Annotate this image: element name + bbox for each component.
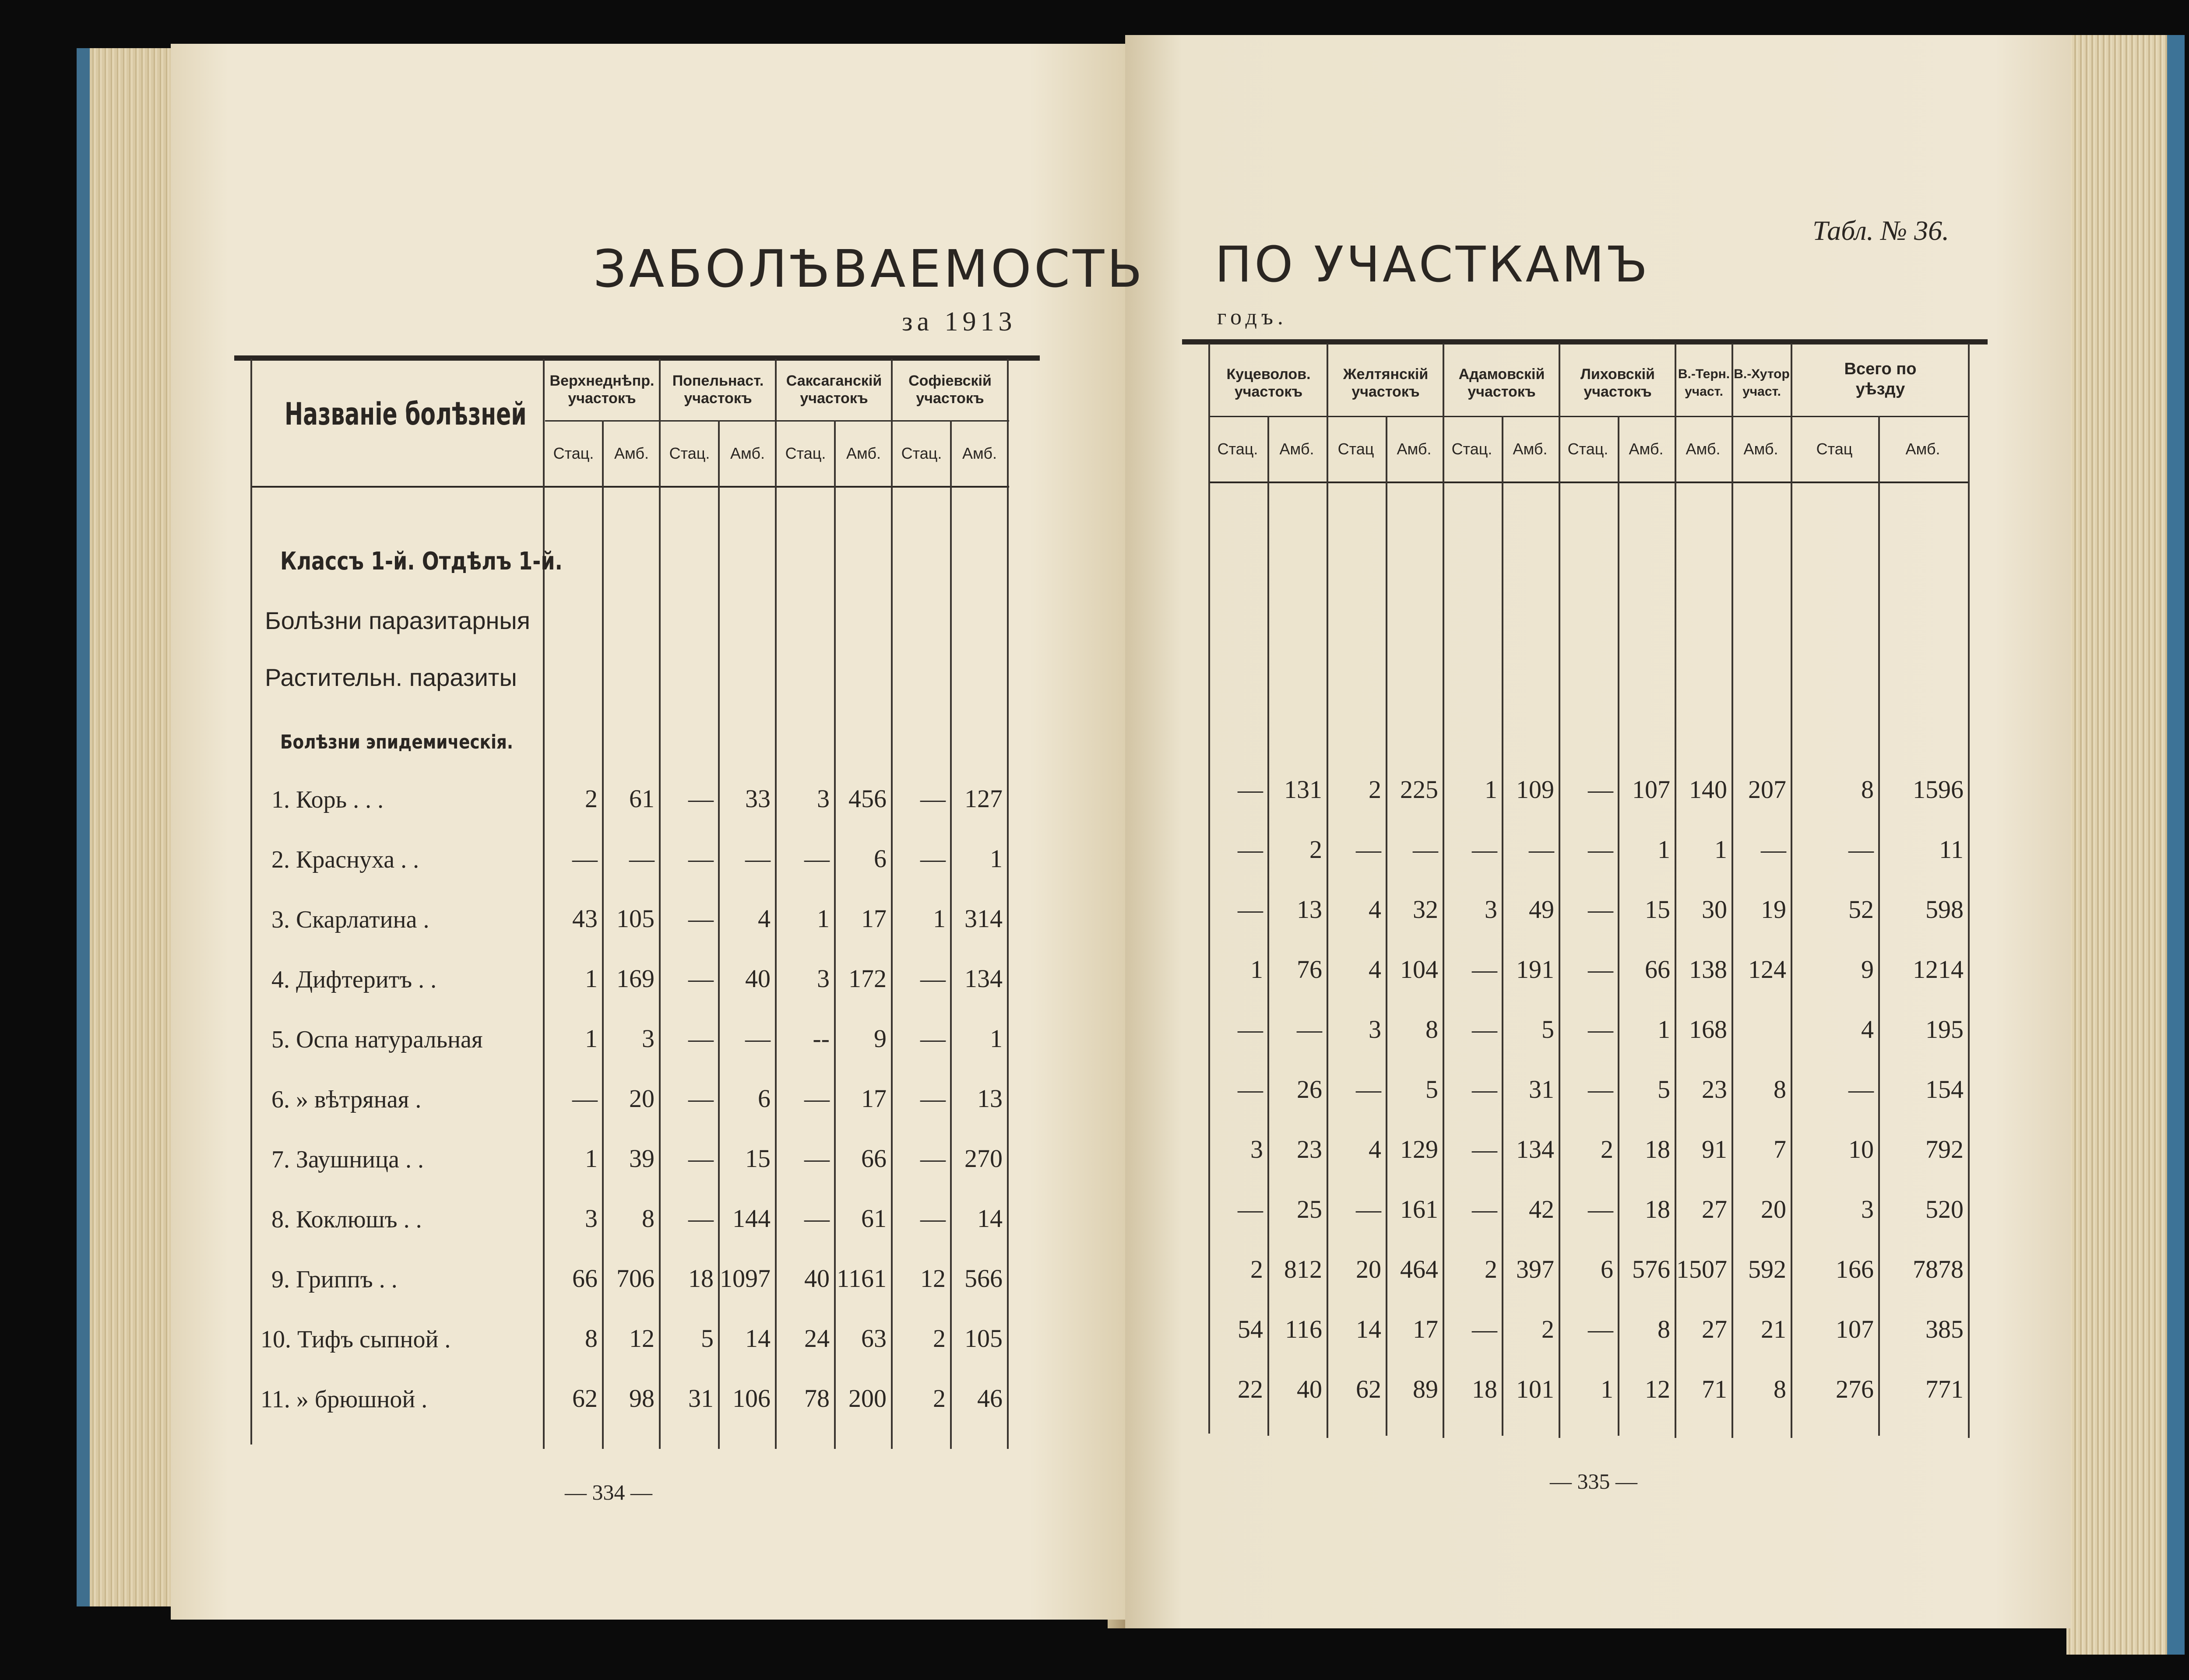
table-cell: 20	[629, 1084, 655, 1113]
table-cell: 2	[1250, 1255, 1263, 1283]
table-cell: 8	[1861, 775, 1874, 804]
table-cell: 18	[1645, 1195, 1670, 1223]
subheader-rule	[545, 420, 1009, 422]
table-cell: 1	[585, 1144, 598, 1173]
column-subheader: Амб.	[846, 444, 881, 462]
table-cell: 43	[572, 904, 598, 933]
page-title-continued: ПО УЧАСТКАМЪ	[1215, 236, 1651, 293]
table-cell: —	[1761, 835, 1786, 864]
district-header: В.-Хутор участ.	[1734, 367, 1790, 399]
table-cell: —	[688, 1084, 714, 1113]
disease-name: 9. Гриппъ . .	[271, 1266, 398, 1293]
table-cell: 4	[758, 904, 771, 933]
table-border-left	[250, 359, 252, 1445]
table-cell: 52	[1848, 895, 1874, 924]
table-cell: 1161	[837, 1264, 887, 1293]
table-cell: 1	[990, 1024, 1003, 1053]
table-cell: 1	[1601, 1375, 1613, 1403]
table-cell: 3	[1485, 895, 1497, 924]
table-cell: 134	[964, 964, 1003, 993]
table-cell: 46	[977, 1384, 1003, 1413]
table-cell: —	[688, 844, 714, 873]
table-cell: 105	[964, 1324, 1003, 1353]
column-subheader: Амб.	[1905, 440, 1940, 458]
table-cell: 106	[732, 1384, 771, 1413]
disease-name: 3. Скарлатина .	[271, 906, 429, 933]
table-cell: 8	[1425, 1015, 1438, 1044]
table-cell: 107	[1632, 775, 1670, 804]
table-cell: 7878	[1913, 1255, 1964, 1283]
table-cell: 89	[1413, 1375, 1438, 1403]
column-subheader: Амб.	[614, 444, 649, 462]
table-cell: 812	[1284, 1255, 1322, 1283]
table-cell: —	[629, 844, 655, 873]
table-cell: 63	[861, 1324, 887, 1353]
table-cell: 109	[1516, 775, 1554, 804]
table-cell: 13	[1297, 895, 1322, 924]
table-cell: 3	[1250, 1135, 1263, 1163]
table-cell: 61	[629, 784, 655, 813]
table-cell: 14	[1356, 1315, 1381, 1343]
section-heading: Болѣзни эпидемическія.	[280, 731, 514, 753]
table-cell: 5	[1658, 1075, 1670, 1104]
table-cell: 3	[585, 1204, 598, 1233]
table-cell: 1	[1250, 955, 1263, 984]
table-cell: 8	[585, 1324, 598, 1353]
table-cell: 91	[1702, 1135, 1727, 1163]
table-cell: 225	[1400, 775, 1438, 804]
column-subheader: Амб.	[1279, 440, 1314, 458]
table-cell: —	[1238, 1015, 1263, 1044]
table-cell: 17	[861, 1084, 887, 1113]
table-cell: —	[1238, 1195, 1263, 1223]
table-cell: 66	[861, 1144, 887, 1173]
district-header: Адамовскій участокъ	[1458, 366, 1545, 400]
table-cell: 27	[1702, 1315, 1727, 1343]
table-cell: 314	[964, 904, 1003, 933]
table-cell: —	[1588, 835, 1613, 864]
column-subheader: Амб.	[1743, 440, 1778, 458]
column-subheader: Стац	[1816, 440, 1853, 458]
district-header: Саксаганскій участокъ	[786, 373, 882, 407]
table-cell: 66	[1645, 955, 1670, 984]
table-cell: 168	[1689, 1015, 1727, 1044]
page-number: — 334 —	[565, 1480, 652, 1504]
column-subheader: Амб.	[962, 444, 997, 462]
table-cell: —	[688, 1204, 714, 1233]
section-heading: Болѣзни паразитарныя	[265, 607, 530, 634]
table-cell: —	[920, 964, 946, 993]
table-cell: —	[1472, 835, 1497, 864]
district-header: Софіевскій участокъ	[908, 373, 992, 407]
table-cell: —	[572, 844, 598, 873]
table-number: Табл. № 36.	[1812, 215, 1950, 246]
column-divider	[718, 420, 720, 1449]
table-cell: 1	[1658, 835, 1670, 864]
column-subheader: Стац.	[553, 444, 594, 462]
table-cell: 397	[1516, 1255, 1554, 1283]
table-cell: 62	[572, 1384, 598, 1413]
table-cell: 20	[1356, 1255, 1381, 1283]
table-cell: 2	[1309, 835, 1322, 864]
table-cell: 520	[1925, 1195, 1964, 1223]
table-cell: 1	[1714, 835, 1727, 864]
table-cell: 39	[629, 1144, 655, 1173]
table-cell: —	[804, 1144, 830, 1173]
top-rule	[1182, 339, 1988, 344]
table-cell: —	[1848, 835, 1874, 864]
table-cell: —	[688, 1024, 714, 1053]
table-cell: —	[1356, 1075, 1381, 1104]
page-title: ЗАБОЛѢВАЕМОСТЬ	[593, 239, 1145, 299]
table-cell: —	[1472, 1015, 1497, 1044]
table-cell: 12	[1645, 1375, 1670, 1403]
table-cell: 3	[1861, 1195, 1874, 1223]
subheader-rule	[1208, 416, 1968, 417]
disease-name: 10. Тифъ сыпной .	[260, 1326, 451, 1353]
table-cell: 4	[1861, 1015, 1874, 1044]
table-cell: —	[1472, 1075, 1497, 1104]
district-header: Лиховскій участокъ	[1580, 366, 1655, 400]
table-cell: 5	[1425, 1075, 1438, 1104]
column-subheader: Амб.	[730, 444, 765, 462]
table-cell: 15	[1645, 895, 1670, 924]
table-cell: 25	[1297, 1195, 1322, 1223]
table-cell: 592	[1748, 1255, 1786, 1283]
table-cell: —	[804, 1084, 830, 1113]
table-cell: 18	[688, 1264, 714, 1293]
table-cell: 20	[1761, 1195, 1786, 1223]
table-cell: 134	[1516, 1135, 1554, 1163]
table-cell: 6	[758, 1084, 771, 1113]
table-cell: 13	[977, 1084, 1003, 1113]
table-cell: —	[688, 1144, 714, 1173]
table-cell: 9	[1861, 955, 1874, 984]
page-subtitle-continued: годъ.	[1217, 305, 1288, 330]
column-subheader: Амб.	[1686, 440, 1721, 458]
table-cell: 3	[642, 1024, 655, 1053]
table-cell: —	[1238, 835, 1263, 864]
table-cell: —	[1238, 775, 1263, 804]
table-cell: —	[745, 1024, 771, 1053]
table-cell: 31	[688, 1384, 714, 1413]
disease-name: 1. Корь . . .	[271, 786, 384, 813]
table-cell: 1	[585, 1024, 598, 1053]
table-cell: 40	[745, 964, 771, 993]
column-subheader: Амб.	[1513, 440, 1548, 458]
table-cell: 706	[616, 1264, 655, 1293]
table-cell: 2	[933, 1324, 946, 1353]
table-cell: 23	[1297, 1135, 1322, 1163]
table-cell: 566	[964, 1264, 1003, 1293]
table-cell: 7	[1774, 1135, 1786, 1163]
table-cell: 40	[804, 1264, 830, 1293]
column-subheader: Стац.	[901, 444, 942, 462]
table-cell: —	[1413, 835, 1438, 864]
disease-name: 6. » вѣтряная .	[271, 1086, 422, 1113]
table-cell: 17	[1413, 1315, 1438, 1343]
table-cell: 104	[1400, 955, 1438, 984]
header-bottom-rule	[252, 486, 1009, 488]
table-cell: 14	[745, 1324, 771, 1353]
table-cell: 2	[1601, 1135, 1613, 1163]
table-cell: 105	[616, 904, 655, 933]
table-cell: —	[920, 1084, 946, 1113]
table-cell: 42	[1529, 1195, 1554, 1223]
right-page-edges	[2066, 35, 2185, 1655]
table-cell: 2	[585, 784, 598, 813]
table-cell: 1507	[1676, 1255, 1727, 1283]
district-header: Всего по уѣзду	[1844, 360, 1917, 398]
table-cell: 166	[1836, 1255, 1874, 1283]
table-cell: 172	[848, 964, 887, 993]
column-subheader: Стац	[1337, 440, 1374, 458]
table-cell: 10	[1848, 1135, 1874, 1163]
table-border-right	[1007, 359, 1009, 1449]
table-cell: 101	[1516, 1375, 1554, 1403]
column-divider	[602, 420, 604, 1449]
disease-name: 5. Оспа натуральная	[271, 1026, 483, 1053]
table-cell: 138	[1689, 955, 1727, 984]
table-cell: 207	[1748, 775, 1786, 804]
table-cell: 1	[817, 904, 830, 933]
table-cell: 17	[861, 904, 887, 933]
table-border-right	[1968, 344, 1970, 1438]
table-cell: —	[688, 964, 714, 993]
table-cell: 8	[1774, 1375, 1786, 1403]
table-cell: 5	[1541, 1015, 1554, 1044]
table-cell: 200	[848, 1384, 887, 1413]
table-cell: —	[572, 1084, 598, 1113]
table-cell: —	[1356, 1195, 1381, 1223]
table-cell: 1596	[1913, 775, 1964, 804]
table-cell: —	[1588, 955, 1613, 984]
table-cell: 5	[701, 1324, 714, 1353]
table-cell: —	[1238, 1075, 1263, 1104]
table-cell: —	[1472, 955, 1497, 984]
table-cell: 24	[804, 1324, 830, 1353]
district-header: В.-Терн. участ.	[1678, 367, 1730, 399]
table-cell: 1	[933, 904, 946, 933]
disease-name: 2. Краснуха . .	[271, 846, 419, 873]
table-cell: 78	[804, 1384, 830, 1413]
table-cell: 27	[1702, 1195, 1727, 1223]
column-subheader: Стац.	[1451, 440, 1492, 458]
table-cell: --	[813, 1024, 830, 1053]
table-cell: 195	[1925, 1015, 1964, 1044]
table-cell: 26	[1297, 1075, 1322, 1104]
table-cell: 771	[1925, 1375, 1964, 1403]
table-cell: 1	[1658, 1015, 1670, 1044]
table-cell: 116	[1285, 1315, 1322, 1343]
table-cell: 3	[817, 964, 830, 993]
table-cell: —	[1472, 1135, 1497, 1163]
table-cell: 49	[1529, 895, 1554, 924]
table-cell: —	[1356, 835, 1381, 864]
column-divider	[834, 420, 836, 1449]
disease-name-header: Названіе болѣзней	[285, 396, 527, 432]
table-cell: 1	[585, 964, 598, 993]
table-cell: 11	[1939, 835, 1964, 864]
table-cell: 2	[1485, 1255, 1497, 1283]
table-cell: 8	[1774, 1075, 1786, 1104]
table-cell: 131	[1284, 775, 1322, 804]
table-cell: 61	[861, 1204, 887, 1233]
table-cell: 32	[1413, 895, 1438, 924]
table-cell: 1214	[1913, 955, 1964, 984]
table-cell: —	[920, 784, 946, 813]
table-cell: —	[745, 844, 771, 873]
table-cell: 14	[977, 1204, 1003, 1233]
column-subheader: Стац.	[669, 444, 710, 462]
table-cell: 8	[1658, 1315, 1670, 1343]
table-cell: 4	[1369, 955, 1381, 984]
table-cell: 40	[1297, 1375, 1322, 1403]
table-cell: —	[804, 1204, 830, 1233]
table-cell: 6	[874, 844, 887, 873]
table-cell: 8	[642, 1204, 655, 1233]
table-cell: —	[920, 844, 946, 873]
column-subheader: Амб.	[1397, 440, 1432, 458]
table-cell: 98	[629, 1384, 655, 1413]
table-cell: 21	[1761, 1315, 1786, 1343]
table-cell: 4	[1369, 1135, 1381, 1163]
table-cell: 129	[1400, 1135, 1438, 1163]
table-cell: 76	[1297, 955, 1322, 984]
table-cell: 71	[1702, 1375, 1727, 1403]
top-rule	[234, 355, 1040, 361]
table-cell: 140	[1689, 775, 1727, 804]
table-cell: 66	[572, 1264, 598, 1293]
page-number: — 335 —	[1550, 1469, 1637, 1494]
table-cell: 598	[1925, 895, 1964, 924]
table-cell: —	[1529, 835, 1554, 864]
table-cell: —	[920, 1024, 946, 1053]
table-cell: 191	[1516, 955, 1554, 984]
column-subheader: Стац.	[1567, 440, 1608, 458]
disease-name: 4. Дифтеритъ . .	[271, 966, 437, 993]
table-cell: 576	[1632, 1255, 1670, 1283]
district-header: Верхнеднѣпр. участокъ	[549, 373, 655, 407]
table-cell: 464	[1400, 1255, 1438, 1283]
table-cell: —	[1238, 895, 1263, 924]
table-cell: —	[1588, 1195, 1613, 1223]
column-divider	[1791, 344, 1792, 1438]
page-subtitle: за 1913	[902, 307, 1017, 337]
table-cell: 31	[1529, 1075, 1554, 1104]
table-cell: 144	[732, 1204, 771, 1233]
table-cell: —	[1588, 1075, 1613, 1104]
table-cell: —	[1297, 1015, 1322, 1044]
table-cell: 33	[745, 784, 771, 813]
column-subheader: Стац.	[785, 444, 826, 462]
table-cell: 1097	[720, 1264, 771, 1293]
section-heading: Классъ 1-й. Отдѣлъ 1-й.	[280, 547, 563, 576]
table-cell: 3	[1369, 1015, 1381, 1044]
table-cell: 9	[874, 1024, 887, 1053]
header-bottom-rule	[1208, 482, 1968, 483]
disease-name: 8. Коклюшъ . .	[271, 1206, 422, 1233]
section-heading: Растительн. паразиты	[265, 664, 517, 691]
table-cell: —	[1848, 1075, 1874, 1104]
table-cell: —	[920, 1144, 946, 1173]
table-cell: 4	[1369, 895, 1381, 924]
table-cell: —	[688, 784, 714, 813]
column-divider	[950, 420, 952, 1449]
table-cell: 22	[1238, 1375, 1263, 1403]
table-cell: 2	[933, 1384, 946, 1413]
column-divider	[1878, 416, 1880, 1436]
table-cell: 12	[920, 1264, 946, 1293]
disease-name: 7. Заушница . .	[271, 1146, 424, 1173]
table-cell: 270	[964, 1144, 1003, 1173]
table-cell: 30	[1702, 895, 1727, 924]
table-cell: 19	[1761, 895, 1786, 924]
table-cell: 456	[848, 784, 887, 813]
table-cell: 15	[745, 1144, 771, 1173]
table-cell: 124	[1748, 955, 1786, 984]
table-cell: —	[804, 844, 830, 873]
table-cell: 18	[1472, 1375, 1497, 1403]
table-cell: 62	[1356, 1375, 1381, 1403]
disease-name: 11. » брюшной .	[260, 1386, 428, 1413]
table-cell: 107	[1836, 1315, 1874, 1343]
table-cell: 2	[1369, 775, 1381, 804]
column-subheader: Амб.	[1629, 440, 1664, 458]
table-cell: —	[1588, 1015, 1613, 1044]
column-subheader: Стац.	[1217, 440, 1258, 458]
table-cell: 1	[1485, 775, 1497, 804]
table-cell: 54	[1238, 1315, 1263, 1343]
table-cell: —	[920, 1204, 946, 1233]
table-cell: 23	[1702, 1075, 1727, 1104]
table-cell: —	[1588, 895, 1613, 924]
table-cell: 2	[1541, 1315, 1554, 1343]
table-cell: 3	[817, 784, 830, 813]
table-cell: 154	[1925, 1075, 1964, 1104]
table-cell: 6	[1601, 1255, 1613, 1283]
table-cell: 161	[1400, 1195, 1438, 1223]
table-cell: —	[1472, 1195, 1497, 1223]
district-header: Желтянскій участокъ	[1343, 366, 1429, 400]
district-header: Куцеволов. участокъ	[1226, 366, 1311, 400]
table-cell: —	[1472, 1315, 1497, 1343]
table-cell: 18	[1645, 1135, 1670, 1163]
table-cell: 792	[1925, 1135, 1964, 1163]
table-cell: —	[1588, 1315, 1613, 1343]
table-cell: —	[1588, 775, 1613, 804]
table-cell: 127	[964, 784, 1003, 813]
district-header: Попельнаст. участокъ	[672, 373, 764, 407]
table-cell: 12	[629, 1324, 655, 1353]
table-cell: 1	[990, 844, 1003, 873]
table-cell: —	[688, 904, 714, 933]
table-cell: 169	[616, 964, 655, 993]
table-cell: 276	[1836, 1375, 1874, 1403]
table-cell: 385	[1925, 1315, 1964, 1343]
